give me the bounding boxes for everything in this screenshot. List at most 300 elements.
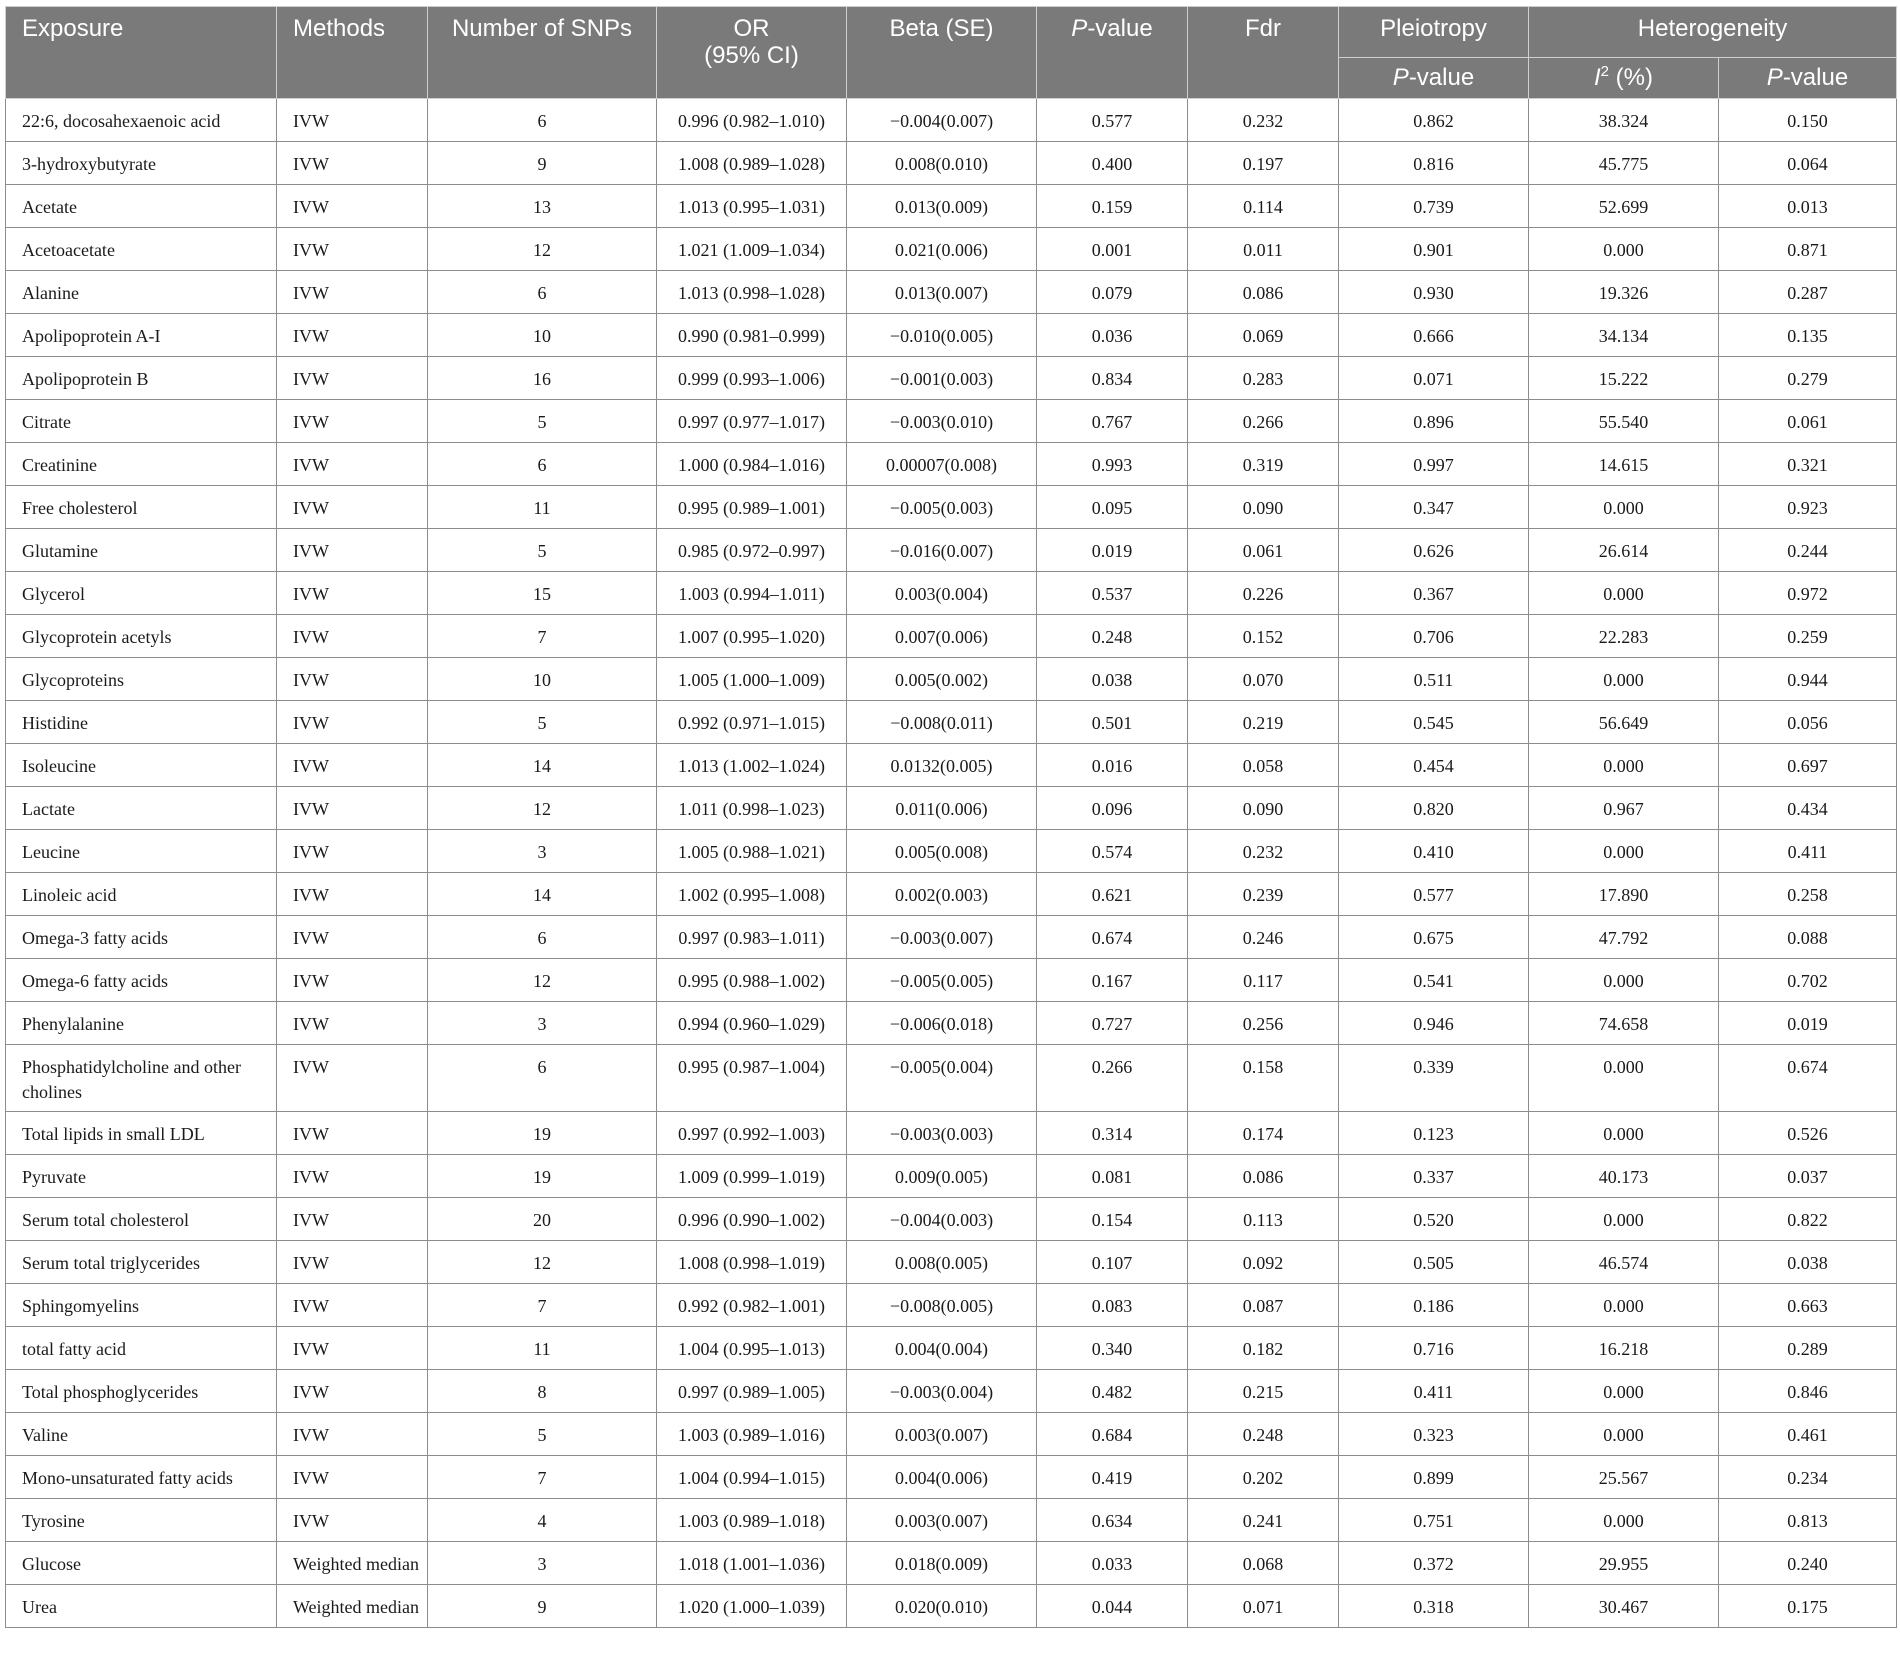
cell-pleiotropy-pvalue: 0.520 — [1339, 1198, 1529, 1241]
cell-pvalue: 0.419 — [1037, 1456, 1188, 1499]
cell-fdr: 0.219 — [1188, 701, 1339, 744]
table-header — [6, 7, 1897, 99]
cell-or: 0.992 (0.982–1.001) — [657, 1284, 847, 1327]
cell-het-pvalue: 0.411 — [1719, 830, 1897, 873]
cell-fdr: 0.071 — [1188, 1585, 1339, 1628]
cell-method: IVW — [277, 658, 428, 701]
header-or — [657, 7, 847, 99]
cell-or: 1.021 (1.009–1.034) — [657, 228, 847, 271]
header-het-pvalue — [1719, 58, 1897, 99]
cell-exposure: Glucose — [6, 1542, 277, 1585]
cell-method: IVW — [277, 701, 428, 744]
cell-beta: −0.003(0.007) — [847, 916, 1037, 959]
cell-fdr: 0.246 — [1188, 916, 1339, 959]
cell-pleiotropy-pvalue: 0.323 — [1339, 1413, 1529, 1456]
cell-or: 0.999 (0.993–1.006) — [657, 357, 847, 400]
cell-method: Weighted median — [277, 1542, 428, 1585]
cell-het-pvalue: 0.289 — [1719, 1327, 1897, 1370]
cell-het-pvalue: 0.663 — [1719, 1284, 1897, 1327]
cell-snps: 19 — [428, 1112, 657, 1155]
cell-snps: 19 — [428, 1155, 657, 1198]
cell-or: 1.011 (0.998–1.023) — [657, 787, 847, 830]
table-row — [6, 1284, 1897, 1327]
cell-method: IVW — [277, 99, 428, 142]
cell-pleiotropy-pvalue: 0.706 — [1339, 615, 1529, 658]
cell-fdr: 0.226 — [1188, 572, 1339, 615]
header-heterogeneity: Heterogeneity — [1529, 7, 1897, 58]
cell-i2: 38.324 — [1529, 99, 1719, 142]
cell-het-pvalue: 0.175 — [1719, 1585, 1897, 1628]
cell-pleiotropy-pvalue: 0.545 — [1339, 701, 1529, 744]
cell-or: 1.000 (0.984–1.016) — [657, 443, 847, 486]
cell-i2: 22.283 — [1529, 615, 1719, 658]
cell-beta: −0.004(0.003) — [847, 1198, 1037, 1241]
cell-het-pvalue: 0.846 — [1719, 1370, 1897, 1413]
cell-exposure: Urea — [6, 1585, 277, 1628]
cell-snps: 12 — [428, 1241, 657, 1284]
cell-fdr: 0.283 — [1188, 357, 1339, 400]
cell-pvalue: 0.016 — [1037, 744, 1188, 787]
cell-beta: 0.0132(0.005) — [847, 744, 1037, 787]
cell-method: IVW — [277, 615, 428, 658]
cell-het-pvalue: 0.822 — [1719, 1198, 1897, 1241]
cell-pleiotropy-pvalue: 0.716 — [1339, 1327, 1529, 1370]
cell-exposure: Acetoacetate — [6, 228, 277, 271]
cell-snps: 11 — [428, 1327, 657, 1370]
cell-pleiotropy-pvalue: 0.997 — [1339, 443, 1529, 486]
cell-i2: 56.649 — [1529, 701, 1719, 744]
cell-pvalue: 0.674 — [1037, 916, 1188, 959]
table-row — [6, 959, 1897, 1002]
cell-method: IVW — [277, 916, 428, 959]
cell-exposure: Glutamine — [6, 529, 277, 572]
cell-i2: 29.955 — [1529, 1542, 1719, 1585]
cell-het-pvalue: 0.037 — [1719, 1155, 1897, 1198]
cell-snps: 4 — [428, 1499, 657, 1542]
cell-het-pvalue: 0.150 — [1719, 99, 1897, 142]
cell-method: IVW — [277, 572, 428, 615]
cell-beta: −0.008(0.005) — [847, 1284, 1037, 1327]
cell-pvalue: 0.767 — [1037, 400, 1188, 443]
cell-fdr: 0.241 — [1188, 1499, 1339, 1542]
cell-het-pvalue: 0.944 — [1719, 658, 1897, 701]
cell-exposure: Linoleic acid — [6, 873, 277, 916]
cell-method: IVW — [277, 1284, 428, 1327]
cell-beta: −0.003(0.010) — [847, 400, 1037, 443]
cell-het-pvalue: 0.258 — [1719, 873, 1897, 916]
cell-beta: 0.008(0.005) — [847, 1241, 1037, 1284]
cell-pvalue: 0.340 — [1037, 1327, 1188, 1370]
cell-pleiotropy-pvalue: 0.626 — [1339, 529, 1529, 572]
table-row — [6, 1499, 1897, 1542]
cell-pvalue: 0.248 — [1037, 615, 1188, 658]
cell-fdr: 0.058 — [1188, 744, 1339, 787]
cell-pleiotropy-pvalue: 0.318 — [1339, 1585, 1529, 1628]
cell-exposure: Omega-3 fatty acids — [6, 916, 277, 959]
cell-fdr: 0.090 — [1188, 486, 1339, 529]
cell-or: 1.018 (1.001–1.036) — [657, 1542, 847, 1585]
table-row — [6, 1241, 1897, 1284]
cell-pvalue: 0.154 — [1037, 1198, 1188, 1241]
header-beta: Beta (SE) — [847, 7, 1037, 99]
cell-or: 0.996 (0.982–1.010) — [657, 99, 847, 142]
header-pvalue-rest: -value — [1087, 15, 1153, 42]
results-table — [5, 6, 1897, 1628]
cell-het-pvalue: 0.813 — [1719, 1499, 1897, 1542]
cell-beta: −0.003(0.004) — [847, 1370, 1037, 1413]
cell-exposure: Mono-unsaturated fatty acids — [6, 1456, 277, 1499]
cell-or: 1.004 (0.994–1.015) — [657, 1456, 847, 1499]
cell-exposure: Sphingomyelins — [6, 1284, 277, 1327]
cell-pvalue: 0.501 — [1037, 701, 1188, 744]
header-i2-sup: 2 — [1600, 63, 1609, 80]
cell-pleiotropy-pvalue: 0.901 — [1339, 228, 1529, 271]
cell-method: Weighted median — [277, 1585, 428, 1628]
cell-pleiotropy-pvalue: 0.751 — [1339, 1499, 1529, 1542]
table-row — [6, 701, 1897, 744]
cell-het-pvalue: 0.013 — [1719, 185, 1897, 228]
cell-i2: 0.000 — [1529, 1284, 1719, 1327]
cell-pleiotropy-pvalue: 0.541 — [1339, 959, 1529, 1002]
cell-pleiotropy-pvalue: 0.675 — [1339, 916, 1529, 959]
table-row — [6, 830, 1897, 873]
cell-snps: 6 — [428, 99, 657, 142]
table-row — [6, 228, 1897, 271]
cell-pvalue: 0.993 — [1037, 443, 1188, 486]
table-row — [6, 1413, 1897, 1456]
cell-pvalue: 0.038 — [1037, 658, 1188, 701]
cell-fdr: 0.090 — [1188, 787, 1339, 830]
cell-exposure: Total lipids in small LDL — [6, 1112, 277, 1155]
cell-exposure: Serum total triglycerides — [6, 1241, 277, 1284]
cell-or: 1.002 (0.995–1.008) — [657, 873, 847, 916]
cell-i2: 14.615 — [1529, 443, 1719, 486]
cell-pleiotropy-pvalue: 0.347 — [1339, 486, 1529, 529]
cell-snps: 14 — [428, 873, 657, 916]
cell-snps: 6 — [428, 1045, 657, 1112]
cell-pvalue: 0.834 — [1037, 357, 1188, 400]
cell-method: IVW — [277, 142, 428, 185]
cell-fdr: 0.248 — [1188, 1413, 1339, 1456]
cell-pvalue: 0.033 — [1037, 1542, 1188, 1585]
table-row — [6, 787, 1897, 830]
cell-snps: 3 — [428, 1542, 657, 1585]
header-pleiotropy: Pleiotropy — [1339, 7, 1529, 58]
cell-beta: 0.021(0.006) — [847, 228, 1037, 271]
cell-fdr: 0.266 — [1188, 400, 1339, 443]
cell-beta: 0.004(0.006) — [847, 1456, 1037, 1499]
cell-exposure: Glycoprotein acetyls — [6, 615, 277, 658]
cell-exposure: Omega-6 fatty acids — [6, 959, 277, 1002]
cell-i2: 0.000 — [1529, 486, 1719, 529]
cell-or: 1.013 (1.002–1.024) — [657, 744, 847, 787]
cell-pleiotropy-pvalue: 0.337 — [1339, 1155, 1529, 1198]
cell-beta: 0.008(0.010) — [847, 142, 1037, 185]
cell-pvalue: 0.266 — [1037, 1045, 1188, 1112]
header-pleiotropy-pvalue — [1339, 58, 1529, 99]
cell-pvalue: 0.634 — [1037, 1499, 1188, 1542]
cell-i2: 25.567 — [1529, 1456, 1719, 1499]
cell-het-pvalue: 0.526 — [1719, 1112, 1897, 1155]
cell-beta: 0.005(0.002) — [847, 658, 1037, 701]
cell-pleiotropy-pvalue: 0.820 — [1339, 787, 1529, 830]
cell-beta: 0.018(0.009) — [847, 1542, 1037, 1585]
cell-or: 0.994 (0.960–1.029) — [657, 1002, 847, 1045]
cell-method: IVW — [277, 1112, 428, 1155]
cell-method: IVW — [277, 744, 428, 787]
cell-method: IVW — [277, 1002, 428, 1045]
cell-exposure: Apolipoprotein B — [6, 357, 277, 400]
cell-fdr: 0.068 — [1188, 1542, 1339, 1585]
cell-snps: 7 — [428, 615, 657, 658]
cell-pleiotropy-pvalue: 0.411 — [1339, 1370, 1529, 1413]
cell-beta: 0.004(0.004) — [847, 1327, 1037, 1370]
cell-het-pvalue: 0.244 — [1719, 529, 1897, 572]
cell-method: IVW — [277, 228, 428, 271]
cell-method: IVW — [277, 1155, 428, 1198]
cell-beta: 0.009(0.005) — [847, 1155, 1037, 1198]
cell-pleiotropy-pvalue: 0.511 — [1339, 658, 1529, 701]
cell-het-pvalue: 0.279 — [1719, 357, 1897, 400]
cell-snps: 11 — [428, 486, 657, 529]
cell-exposure: 3-hydroxybutyrate — [6, 142, 277, 185]
table-row — [6, 529, 1897, 572]
cell-het-pvalue: 0.038 — [1719, 1241, 1897, 1284]
header-fdr: Fdr — [1188, 7, 1339, 99]
cell-or: 1.020 (1.000–1.039) — [657, 1585, 847, 1628]
cell-i2: 0.000 — [1529, 830, 1719, 873]
cell-fdr: 0.174 — [1188, 1112, 1339, 1155]
cell-method: IVW — [277, 1241, 428, 1284]
cell-or: 1.009 (0.999–1.019) — [657, 1155, 847, 1198]
table-row — [6, 1155, 1897, 1198]
cell-het-pvalue: 0.240 — [1719, 1542, 1897, 1585]
table-row — [6, 1456, 1897, 1499]
cell-pleiotropy-pvalue: 0.577 — [1339, 873, 1529, 916]
cell-pvalue: 0.577 — [1037, 99, 1188, 142]
cell-het-pvalue: 0.259 — [1719, 615, 1897, 658]
cell-snps: 3 — [428, 1002, 657, 1045]
cell-or: 0.990 (0.981–0.999) — [657, 314, 847, 357]
cell-snps: 5 — [428, 1413, 657, 1456]
cell-fdr: 0.232 — [1188, 830, 1339, 873]
cell-beta: 0.00007(0.008) — [847, 443, 1037, 486]
table-row — [6, 185, 1897, 228]
cell-snps: 7 — [428, 1284, 657, 1327]
cell-beta: −0.005(0.003) — [847, 486, 1037, 529]
cell-pvalue: 0.727 — [1037, 1002, 1188, 1045]
cell-het-pvalue: 0.871 — [1719, 228, 1897, 271]
cell-method: IVW — [277, 529, 428, 572]
cell-pvalue: 0.482 — [1037, 1370, 1188, 1413]
cell-i2: 0.000 — [1529, 1413, 1719, 1456]
table-row — [6, 99, 1897, 142]
cell-i2: 55.540 — [1529, 400, 1719, 443]
cell-beta: −0.005(0.004) — [847, 1045, 1037, 1112]
cell-exposure: Alanine — [6, 271, 277, 314]
cell-pleiotropy-pvalue: 0.410 — [1339, 830, 1529, 873]
cell-fdr: 0.061 — [1188, 529, 1339, 572]
cell-exposure: 22:6, docosahexaenoic acid — [6, 99, 277, 142]
cell-fdr: 0.011 — [1188, 228, 1339, 271]
cell-exposure: Histidine — [6, 701, 277, 744]
cell-pvalue: 0.621 — [1037, 873, 1188, 916]
cell-beta: −0.004(0.007) — [847, 99, 1037, 142]
cell-fdr: 0.158 — [1188, 1045, 1339, 1112]
cell-method: IVW — [277, 830, 428, 873]
cell-pvalue: 0.079 — [1037, 271, 1188, 314]
cell-pleiotropy-pvalue: 0.899 — [1339, 1456, 1529, 1499]
cell-i2: 0.967 — [1529, 787, 1719, 830]
cell-snps: 6 — [428, 916, 657, 959]
cell-method: IVW — [277, 357, 428, 400]
header-i2 — [1529, 58, 1719, 99]
cell-pvalue: 0.159 — [1037, 185, 1188, 228]
cell-i2: 15.222 — [1529, 357, 1719, 400]
cell-fdr: 0.117 — [1188, 959, 1339, 1002]
cell-het-pvalue: 0.135 — [1719, 314, 1897, 357]
cell-exposure: Creatinine — [6, 443, 277, 486]
table-row — [6, 1112, 1897, 1155]
cell-exposure: Apolipoprotein A-I — [6, 314, 277, 357]
cell-pvalue: 0.684 — [1037, 1413, 1188, 1456]
cell-method: IVW — [277, 1198, 428, 1241]
cell-exposure: Tyrosine — [6, 1499, 277, 1542]
cell-exposure: Leucine — [6, 830, 277, 873]
cell-exposure: Glycerol — [6, 572, 277, 615]
cell-i2: 0.000 — [1529, 744, 1719, 787]
table-row — [6, 443, 1897, 486]
cell-pvalue: 0.001 — [1037, 228, 1188, 271]
table-row — [6, 486, 1897, 529]
cell-method: IVW — [277, 873, 428, 916]
cell-snps: 15 — [428, 572, 657, 615]
cell-method: IVW — [277, 1045, 428, 1112]
cell-fdr: 0.202 — [1188, 1456, 1339, 1499]
cell-fdr: 0.113 — [1188, 1198, 1339, 1241]
cell-or: 0.997 (0.992–1.003) — [657, 1112, 847, 1155]
table-row — [6, 1585, 1897, 1628]
cell-or: 0.997 (0.989–1.005) — [657, 1370, 847, 1413]
cell-snps: 20 — [428, 1198, 657, 1241]
cell-pleiotropy-pvalue: 0.816 — [1339, 142, 1529, 185]
cell-i2: 45.775 — [1529, 142, 1719, 185]
cell-or: 1.003 (0.989–1.016) — [657, 1413, 847, 1456]
cell-exposure: Isoleucine — [6, 744, 277, 787]
cell-or: 1.013 (0.995–1.031) — [657, 185, 847, 228]
cell-exposure: Serum total cholesterol — [6, 1198, 277, 1241]
cell-or: 0.997 (0.983–1.011) — [657, 916, 847, 959]
cell-exposure: Acetate — [6, 185, 277, 228]
cell-beta: −0.010(0.005) — [847, 314, 1037, 357]
cell-pleiotropy-pvalue: 0.367 — [1339, 572, 1529, 615]
cell-snps: 6 — [428, 271, 657, 314]
cell-i2: 0.000 — [1529, 658, 1719, 701]
header-or-line1: OR — [733, 15, 770, 42]
cell-pvalue: 0.081 — [1037, 1155, 1188, 1198]
cell-fdr: 0.239 — [1188, 873, 1339, 916]
cell-pvalue: 0.083 — [1037, 1284, 1188, 1327]
cell-fdr: 0.070 — [1188, 658, 1339, 701]
cell-method: IVW — [277, 314, 428, 357]
cell-i2: 0.000 — [1529, 959, 1719, 1002]
cell-beta: −0.008(0.011) — [847, 701, 1037, 744]
cell-pleiotropy-pvalue: 0.505 — [1339, 1241, 1529, 1284]
cell-method: IVW — [277, 959, 428, 1002]
cell-pleiotropy-pvalue: 0.896 — [1339, 400, 1529, 443]
cell-fdr: 0.086 — [1188, 271, 1339, 314]
table-row — [6, 271, 1897, 314]
cell-or: 1.005 (0.988–1.021) — [657, 830, 847, 873]
cell-i2: 40.173 — [1529, 1155, 1719, 1198]
cell-or: 1.004 (0.995–1.013) — [657, 1327, 847, 1370]
cell-beta: −0.003(0.003) — [847, 1112, 1037, 1155]
cell-i2: 52.699 — [1529, 185, 1719, 228]
cell-or: 1.008 (0.989–1.028) — [657, 142, 847, 185]
cell-snps: 10 — [428, 658, 657, 701]
cell-snps: 9 — [428, 1585, 657, 1628]
cell-i2: 16.218 — [1529, 1327, 1719, 1370]
table-row — [6, 1327, 1897, 1370]
cell-beta: 0.020(0.010) — [847, 1585, 1037, 1628]
table-row — [6, 744, 1897, 787]
cell-i2: 0.000 — [1529, 1045, 1719, 1112]
header-pvalue-p: P — [1071, 15, 1088, 42]
cell-fdr: 0.152 — [1188, 615, 1339, 658]
cell-snps: 16 — [428, 357, 657, 400]
cell-fdr: 0.086 — [1188, 1155, 1339, 1198]
cell-or: 0.995 (0.988–1.002) — [657, 959, 847, 1002]
cell-i2: 26.614 — [1529, 529, 1719, 572]
cell-i2: 0.000 — [1529, 228, 1719, 271]
cell-pleiotropy-pvalue: 0.339 — [1339, 1045, 1529, 1112]
cell-fdr: 0.069 — [1188, 314, 1339, 357]
cell-fdr: 0.092 — [1188, 1241, 1339, 1284]
cell-snps: 13 — [428, 185, 657, 228]
table-row — [6, 1198, 1897, 1241]
cell-exposure: Glycoproteins — [6, 658, 277, 701]
header-het-p: P — [1766, 64, 1783, 91]
cell-snps: 7 — [428, 1456, 657, 1499]
cell-or: 1.008 (0.998–1.019) — [657, 1241, 847, 1284]
header-het-p-rest: -value — [1782, 64, 1849, 91]
cell-beta: 0.013(0.009) — [847, 185, 1037, 228]
cell-or: 1.005 (1.000–1.009) — [657, 658, 847, 701]
header-methods: Methods — [277, 7, 428, 99]
cell-het-pvalue: 0.064 — [1719, 142, 1897, 185]
header-pleio-p-rest: -value — [1408, 64, 1475, 91]
cell-pleiotropy-pvalue: 0.739 — [1339, 185, 1529, 228]
table-row — [6, 400, 1897, 443]
cell-pleiotropy-pvalue: 0.071 — [1339, 357, 1529, 400]
table-row — [6, 873, 1897, 916]
cell-exposure: Citrate — [6, 400, 277, 443]
cell-snps: 12 — [428, 787, 657, 830]
table-row — [6, 142, 1897, 185]
cell-or: 0.992 (0.971–1.015) — [657, 701, 847, 744]
cell-or: 1.003 (0.989–1.018) — [657, 1499, 847, 1542]
cell-pleiotropy-pvalue: 0.123 — [1339, 1112, 1529, 1155]
cell-beta: 0.003(0.007) — [847, 1499, 1037, 1542]
cell-fdr: 0.215 — [1188, 1370, 1339, 1413]
cell-pvalue: 0.167 — [1037, 959, 1188, 1002]
table-row — [6, 615, 1897, 658]
cell-pvalue: 0.096 — [1037, 787, 1188, 830]
cell-or: 0.995 (0.989–1.001) — [657, 486, 847, 529]
cell-or: 1.007 (0.995–1.020) — [657, 615, 847, 658]
cell-beta: 0.003(0.004) — [847, 572, 1037, 615]
cell-pvalue: 0.537 — [1037, 572, 1188, 615]
